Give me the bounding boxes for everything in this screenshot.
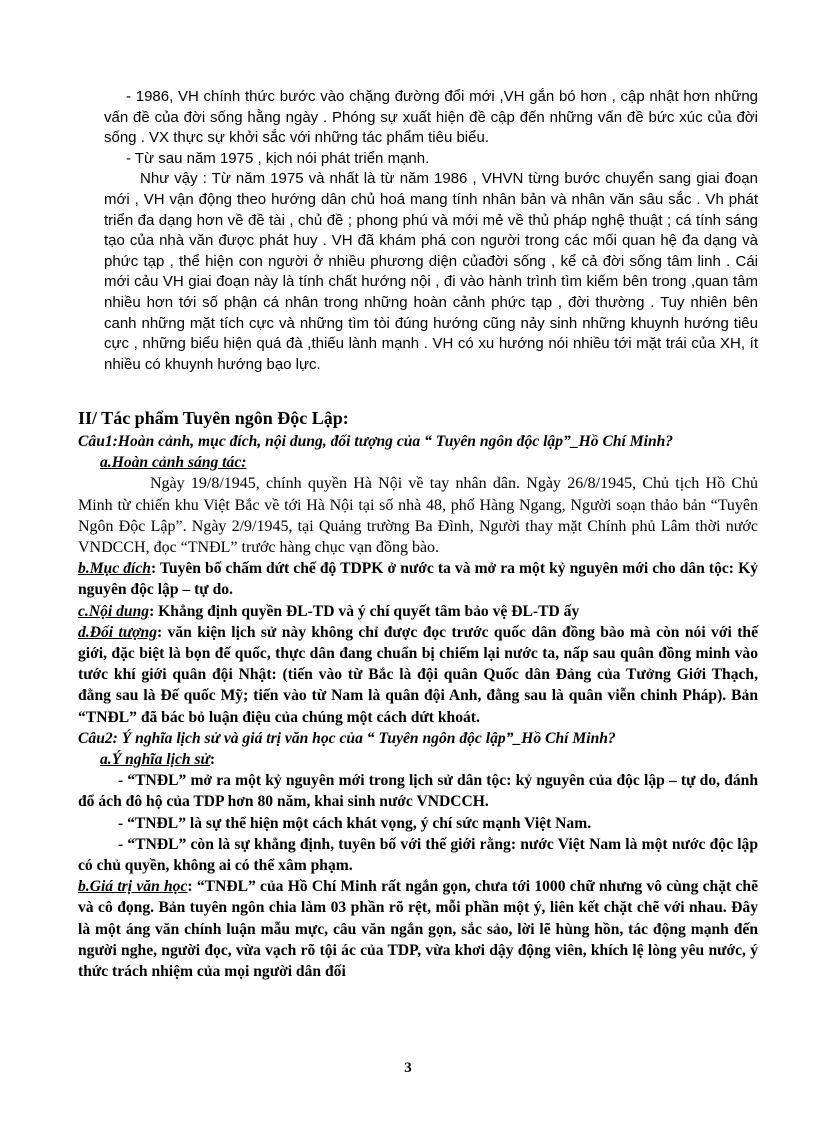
subheading-significance — [78, 749, 758, 770]
page-number: 3 — [404, 1060, 412, 1076]
label-significance: a.Ý nghĩa lịch sử — [100, 751, 210, 769]
question-2: Câu2: Ý nghĩa lịch sử và giá trị văn học của “ Tuyên ngôn độc lập”_Hồ Chí Minh? — [78, 729, 616, 747]
label-content: c.Nội dung — [78, 602, 150, 620]
text-literary-value: : “TNĐL” của Hồ Chí Minh rất ngắn gọn, chưa tới 1000 chữ nhưng vô cùng chặt chẽ và cô đọng. Bản tuyên ngôn chia làm 03 phần rõ rệt, mỗi phần một ý, liên kết chặt chẽ với nhau. Đây là một áng văn chính luận mẫu mực, câu văn ngắn gọn, sắc sảo, lời lẽ hùng hồn, tác động mạnh đến người nghe, người đọc, vừa vạch rõ tội ác của TDP, vừa khơi dậy động viên, khích lệ lòng yêu nước, ý thức trách nhiệm của mọi người dân đối — [78, 878, 759, 981]
paragraph-purpose — [78, 558, 758, 600]
bullet-item-2: - “TNĐL” là sự thể hiện một cách khát vọng, ý chí sức mạnh Việt Nam. — [118, 814, 592, 832]
text-purpose: : Tuyên bố chấm dứt chế độ TDPK ở nước ta và mở ra một kỷ nguyên mới cho dân tộc: Kỷ nguyên độc lập – tự do. — [78, 560, 758, 599]
bullet-item-3: - “TNĐL” còn là sự khẳng định, tuyên bố với thế giới rằng: nước Việt Nam là một nước độc lập có chủ quyền, không ai có thể xâm phạm. — [78, 835, 758, 875]
section-heading: II/ Tác phẩm Tuyên ngôn Độc Lập: — [78, 408, 349, 428]
paragraph-1986: - 1986, VH chính thức bước vào chặng đường đổi mới ,VH gắn bó hơn , cập nhật hơn những vấn đề của đời sống hằng ngày . Phóng sự xuất hiện đề cập đến những vấn đề bức xúc của đời sống . VX thực sự khởi sắc với những tác phẩm tiêu biểu. — [104, 88, 758, 147]
subheading-context: a.Hoàn cảnh sáng tác: — [100, 454, 247, 472]
label-colon: : — [209, 751, 216, 769]
paragraph-audience — [78, 622, 758, 728]
paragraph-context: Ngày 19/8/1945, chính quyền Hà Nội về tay nhân dân. Ngày 26/8/1945, Chủ tịch Hồ Chủ Minh từ chiến khu Việt Bắc về tới Hà Nội tại số nhà 48, phố Hàng Ngang, Người soạn thảo bản “Tuyên Ngôn Độc Lập”. Ngày 2/9/1945, tại Quảng trường Ba Đình, Người thay mặt Chính phủ Lâm thời nước VNDCCH, đọc “TNĐL” trước hàng chục vạn đồng bào. — [78, 475, 758, 557]
paragraph-literary-value — [78, 876, 758, 982]
label-literary-value: b.Giá trị văn học — [78, 878, 188, 896]
question-1: Câu1:Hoàn cảnh, mục đích, nội dung, đối tượng của “ Tuyên ngôn độc lập”_Hồ Chí Minh? — [78, 433, 674, 450]
label-purpose: b.Mục đích — [78, 560, 151, 578]
paragraph-summary: Như vậy : Từ năm 1975 và nhất là từ năm 1986 , VHVN từng bước chuyển sang giai đoạn mới , VH vận động theo hướng dân chủ hoá mang tính nhân bản và nhân văn sâu sắc . Vh phát triển đa dạng hơn về đề tài , chủ đề ; phong phú và mới mẻ về thủ pháp nghệ thuật ; cá tính sáng tạo của nhà văn được phát huy . VH đã khám phá con người trong các mối quan hệ đa dạng và phức tạp , thể hiện con người ở nhiều phương diện củađời sống , kể cả đời sống tâm linh . Cái mới cảu VH giai đoạn này là tính chất hướng nội , đi vào hành trình tìm kiếm bên trong ,quan tâm nhiều hơn tới số phận cá nhân trong những hoàn cảnh phức tạp , đời thường . Tuy nhiên bên canh những mặt tích cực và những tìm tòi đúng hướng cũng nảy sinh những khuynh hướng tiêu cực , những biểu hiện quá đà ,thiếu lành mạnh . VH có xu hướng nói nhiều tới mặt trái của XH, ít nhiều có khuynh hướng bạo lực. — [104, 170, 758, 373]
paragraph-content — [78, 601, 758, 622]
bullet-item-1: - “TNĐL” mở ra một kỷ nguyên mới trong lịch sử dân tộc: kỷ nguyên của độc lập – tự do, đánh đổ ách đô hộ của TDP hơn 80 năm, khai sinh nước VNDCCH. — [78, 772, 758, 811]
text-audience: : văn kiện lịch sử này không chỉ được đọc trước quốc dân đồng bào mà còn nói với thế giới, đặc biệt là bọn đế quốc, thực dân đang chuẩn bị chiếm lại nước ta, nấp sau quân đồng minh vào tước khí giới quân đội Nhật: (tiến vào từ Bắc là đội quân Quốc dân Đảng của Tưởng Giới Thạch, đằng sau là Đế quốc Mỹ; tiến vào từ Nam là quân đội Anh, đằng sau là quân viễn chinh Pháp). Bản “TNĐL” đã bác bỏ luận điệu của chúng một cách dứt khoát. — [78, 623, 759, 726]
paragraph-drama: - Từ sau năm 1975 , kịch nói phát triển mạnh. — [126, 149, 430, 167]
section-declaration — [78, 431, 758, 982]
section-literature-overview — [104, 87, 758, 375]
label-audience: d.Đối tượng — [78, 623, 157, 641]
text-content: : Khẳng định quyền ĐL-TD và ý chí quyết tâm bảo vệ ĐL-TD ấy — [149, 602, 580, 620]
